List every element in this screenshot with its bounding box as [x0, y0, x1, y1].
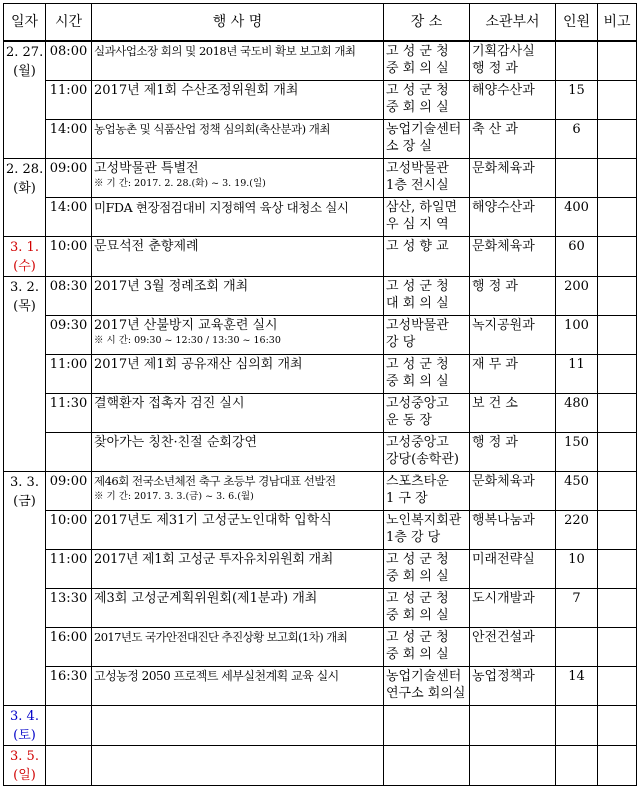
event-cell	[92, 705, 384, 745]
note-cell	[598, 315, 637, 354]
date-value: 3. 3.	[10, 474, 39, 490]
dept-cell: 문화체육과	[470, 236, 556, 276]
count-cell: 15	[556, 80, 598, 119]
event-cell	[92, 549, 384, 588]
dept-cell: 녹지공원과	[470, 315, 556, 354]
event-name: 고성박물관 특별전	[94, 160, 199, 176]
header-place: 장 소	[384, 4, 470, 42]
event-cell	[92, 315, 384, 354]
table-row	[4, 471, 637, 510]
count-cell: 11	[556, 354, 598, 393]
event-name: 실과사업소장 회의 및 2018년 국도비 확보 보고회 개최	[94, 44, 356, 58]
count-cell	[556, 705, 598, 745]
dept-cell: 행 정 과	[470, 276, 556, 315]
table-row	[4, 41, 637, 80]
place-line2: 중 회 의 실	[386, 568, 449, 584]
place-line2: 1 구 장	[386, 490, 428, 506]
place-line1: 노인복지회관	[386, 512, 462, 528]
place-line1: 고 성 군 청	[386, 551, 449, 567]
header-dept: 소관부서	[470, 4, 556, 42]
time-cell: 09:30	[46, 315, 92, 354]
date-cell	[4, 276, 46, 471]
place-line2: 중 회 의 실	[386, 99, 449, 115]
dept-cell: 해양수산과	[470, 80, 556, 119]
table-row	[4, 705, 637, 745]
day-value: (목)	[13, 298, 36, 314]
place-cell	[384, 745, 470, 785]
date-value: 2. 27.	[6, 45, 44, 60]
place-line1: 고성중앙고	[386, 395, 449, 411]
count-cell: 6	[556, 119, 598, 158]
header-row	[4, 4, 637, 42]
count-cell: 7	[556, 588, 598, 627]
count-cell: 60	[556, 236, 598, 276]
note-cell	[598, 276, 637, 315]
table-row	[4, 197, 637, 236]
place-line2: 중 회 의 실	[386, 61, 449, 76]
note-cell	[598, 745, 637, 785]
time-cell: 08:30	[46, 276, 92, 315]
table-row	[4, 510, 637, 549]
place-line2: 중 회 의 실	[386, 373, 449, 389]
count-cell: 450	[556, 471, 598, 510]
note-cell	[598, 41, 637, 80]
place-cell	[384, 276, 470, 315]
place-line2: 소 장 실	[386, 138, 432, 154]
time-cell	[46, 432, 92, 471]
place-cell: 고 성 향 교	[384, 236, 470, 276]
count-cell	[556, 158, 598, 197]
header-count: 인원	[556, 4, 598, 42]
event-cell	[92, 627, 384, 666]
note-cell	[598, 432, 637, 471]
event-note: ※ 기 간: 2017. 3. 3.(금) ~ 3. 6.(월)	[94, 490, 254, 502]
event-name: 2017년 제1회 공유재산 심의회 개최	[94, 356, 303, 372]
time-cell: 13:30	[46, 588, 92, 627]
place-line1: 고 성 군 청	[386, 629, 449, 645]
event-cell	[92, 80, 384, 119]
place-line2: 중 회 의 실	[386, 607, 449, 623]
place-line1: 스포츠타운	[386, 473, 449, 489]
place-line1: 고성중앙고	[386, 434, 449, 450]
place-line1: 삼산, 하일면	[386, 199, 458, 215]
place-cell	[384, 705, 470, 745]
place-line2: 1층 강 당	[386, 529, 441, 545]
count-cell: 480	[556, 393, 598, 432]
time-cell: 10:00	[46, 236, 92, 276]
date-value: 3. 5.	[10, 748, 39, 764]
place-cell	[384, 471, 470, 510]
dept-cell: 보 건 소	[470, 393, 556, 432]
place-line2: 대 회 의 실	[386, 295, 449, 311]
header-event: 행 사 명	[92, 4, 384, 42]
day-value: (월)	[13, 64, 36, 79]
table-row	[4, 432, 637, 471]
date-cell	[4, 158, 46, 236]
event-cell	[92, 236, 384, 276]
date-cell	[4, 41, 46, 158]
place-cell	[384, 354, 470, 393]
note-cell	[598, 627, 637, 666]
dept-cell: 축 산 과	[470, 119, 556, 158]
place-line2: 운 동 장	[386, 412, 432, 428]
time-cell: 09:00	[46, 471, 92, 510]
table-row	[4, 158, 637, 197]
place-cell	[384, 393, 470, 432]
time-cell: 11:00	[46, 549, 92, 588]
time-cell: 11:00	[46, 354, 92, 393]
event-cell	[92, 432, 384, 471]
place-cell	[384, 119, 470, 158]
event-name: 결핵환자 접촉자 검진 실시	[94, 395, 245, 411]
note-cell	[598, 197, 637, 236]
table-row	[4, 315, 637, 354]
dept-cell: 문화체육과	[470, 158, 556, 197]
header-time: 시간	[46, 4, 92, 42]
event-name: 2017년 산불방지 교육훈련 실시	[94, 317, 278, 333]
table-row	[4, 627, 637, 666]
event-cell	[92, 41, 384, 80]
note-cell	[598, 666, 637, 705]
place-cell	[384, 80, 470, 119]
place-cell	[384, 197, 470, 236]
time-cell: 10:00	[46, 510, 92, 549]
time-cell: 11:00	[46, 80, 92, 119]
place-line2: 1층 전시실	[386, 177, 449, 193]
event-cell	[92, 588, 384, 627]
dept-cell	[470, 41, 556, 80]
table-row	[4, 119, 637, 158]
date-cell	[4, 236, 46, 276]
day-value: (토)	[13, 727, 36, 743]
header-note: 비고	[598, 4, 637, 42]
event-cell	[92, 158, 384, 197]
table-row	[4, 393, 637, 432]
time-cell	[46, 705, 92, 745]
date-cell	[4, 745, 46, 785]
table-row	[4, 276, 637, 315]
note-cell	[598, 705, 637, 745]
place-line2: 강당(송학관)	[386, 451, 459, 467]
event-name: 농업농촌 및 식품산업 정책 심의회(축산분과) 개최	[94, 121, 330, 136]
count-cell	[556, 41, 598, 80]
event-cell	[92, 119, 384, 158]
date-value: 2. 28.	[6, 161, 44, 177]
place-cell	[384, 666, 470, 705]
note-cell	[598, 158, 637, 197]
dept-cell: 안전건설과	[470, 627, 556, 666]
dept-cell: 행복나눔과	[470, 510, 556, 549]
note-cell	[598, 80, 637, 119]
note-cell	[598, 354, 637, 393]
count-cell: 200	[556, 276, 598, 315]
event-name: 제46회 전국소년체전 축구 초등부 경남대표 선발전	[94, 473, 336, 488]
place-line1: 고 성 군 청	[386, 590, 449, 606]
time-cell: 11:30	[46, 393, 92, 432]
note-cell	[598, 549, 637, 588]
table-row	[4, 549, 637, 588]
note-cell	[598, 236, 637, 276]
place-cell	[384, 549, 470, 588]
place-line2: 중 회 의 실	[386, 646, 449, 662]
dept-line2: 행 정 과	[472, 61, 518, 76]
note-cell	[598, 119, 637, 158]
place-line1: 농업기술센터	[386, 121, 462, 137]
dept-cell: 행 정 과	[470, 432, 556, 471]
time-cell: 09:00	[46, 158, 92, 197]
count-cell	[556, 627, 598, 666]
date-cell	[4, 471, 46, 705]
note-cell	[598, 393, 637, 432]
place-cell	[384, 315, 470, 354]
event-name: 2017년 제1회 수산조정위원회 개최	[94, 82, 299, 98]
event-cell	[92, 354, 384, 393]
time-cell: 16:30	[46, 666, 92, 705]
date-cell	[4, 705, 46, 745]
table-row	[4, 236, 637, 276]
place-line1: 고 성 군 청	[386, 278, 449, 294]
event-name: 고성농정 2050 프로젝트 세부실천계획 교육 실시	[94, 668, 339, 683]
place-line1: 고 성 군 청	[386, 82, 449, 98]
note-cell	[598, 588, 637, 627]
time-cell: 16:00	[46, 627, 92, 666]
event-note: ※ 시 간: 09:30 ~ 12:30 / 13:30 ~ 16:30	[94, 334, 281, 346]
table-row	[4, 80, 637, 119]
count-cell: 14	[556, 666, 598, 705]
event-cell	[92, 471, 384, 510]
note-cell	[598, 471, 637, 510]
event-cell	[92, 745, 384, 785]
event-cell	[92, 510, 384, 549]
event-name: 2017년 제1회 고성군 투자유치위원회 개최	[94, 551, 334, 567]
table-row	[4, 588, 637, 627]
event-cell	[92, 197, 384, 236]
dept-cell	[470, 745, 556, 785]
place-cell	[384, 627, 470, 666]
dept-cell: 도시개발과	[470, 588, 556, 627]
count-cell: 220	[556, 510, 598, 549]
event-cell	[92, 276, 384, 315]
time-cell: 14:00	[46, 119, 92, 158]
day-value: (화)	[13, 180, 36, 196]
event-name: 2017년도 제31기 고성군노인대학 입학식	[94, 512, 332, 528]
event-name: 제3회 고성군계획위원회(제1분과) 개최	[94, 590, 318, 606]
date-value: 3. 1.	[10, 239, 39, 255]
event-name: 문묘석전 춘향제례	[94, 238, 199, 254]
place-line2: 연구소 회의실	[386, 685, 466, 701]
place-line2: 강 당	[386, 334, 416, 350]
time-cell: 08:00	[46, 41, 92, 80]
date-value: 3. 4.	[10, 708, 39, 724]
event-note: ※ 기 간: 2017. 2. 28.(화) ~ 3. 19.(일)	[94, 177, 266, 189]
place-line1: 고 성 군 청	[386, 44, 449, 59]
count-cell: 400	[556, 197, 598, 236]
event-name: 2017년 3월 정례조회 개최	[94, 278, 249, 294]
place-cell	[384, 588, 470, 627]
dept-line1: 기획감사실	[472, 44, 535, 59]
dept-cell: 재 무 과	[470, 354, 556, 393]
place-cell	[384, 158, 470, 197]
count-cell	[556, 745, 598, 785]
table-row	[4, 745, 637, 785]
date-value: 3. 2.	[10, 279, 39, 295]
event-name: 2017년도 국가안전대진단 추진상황 보고회(1차) 개최	[94, 629, 348, 644]
dept-cell: 농업정책과	[470, 666, 556, 705]
dept-cell	[470, 705, 556, 745]
place-line1: 고 성 군 청	[386, 356, 449, 372]
count-cell: 10	[556, 549, 598, 588]
place-line2: 우 심 지 역	[386, 216, 449, 232]
place-line1: 고성박물관	[386, 160, 449, 176]
day-value: (일)	[13, 767, 36, 783]
dept-cell: 해양수산과	[470, 197, 556, 236]
header-date: 일자	[4, 4, 46, 42]
place-cell	[384, 510, 470, 549]
dept-cell: 문화체육과	[470, 471, 556, 510]
time-cell	[46, 745, 92, 785]
table-row	[4, 666, 637, 705]
count-cell: 100	[556, 315, 598, 354]
count-cell: 150	[556, 432, 598, 471]
event-name: 미FDA 현장점검대비 지정해역 육상 대청소 실시	[94, 199, 349, 215]
place-cell	[384, 432, 470, 471]
place-cell	[384, 41, 470, 80]
event-cell	[92, 393, 384, 432]
place-line1: 고성박물관	[386, 317, 449, 333]
event-cell	[92, 666, 384, 705]
place-line1: 농업기술센터	[386, 668, 462, 684]
dept-cell: 미래전략실	[470, 549, 556, 588]
day-value: (수)	[13, 258, 36, 274]
schedule-table	[3, 3, 637, 786]
table-row	[4, 354, 637, 393]
day-value: (금)	[13, 493, 36, 509]
note-cell	[598, 510, 637, 549]
event-name: 찾아가는 칭찬·친절 순회강연	[94, 434, 258, 450]
time-cell: 14:00	[46, 197, 92, 236]
